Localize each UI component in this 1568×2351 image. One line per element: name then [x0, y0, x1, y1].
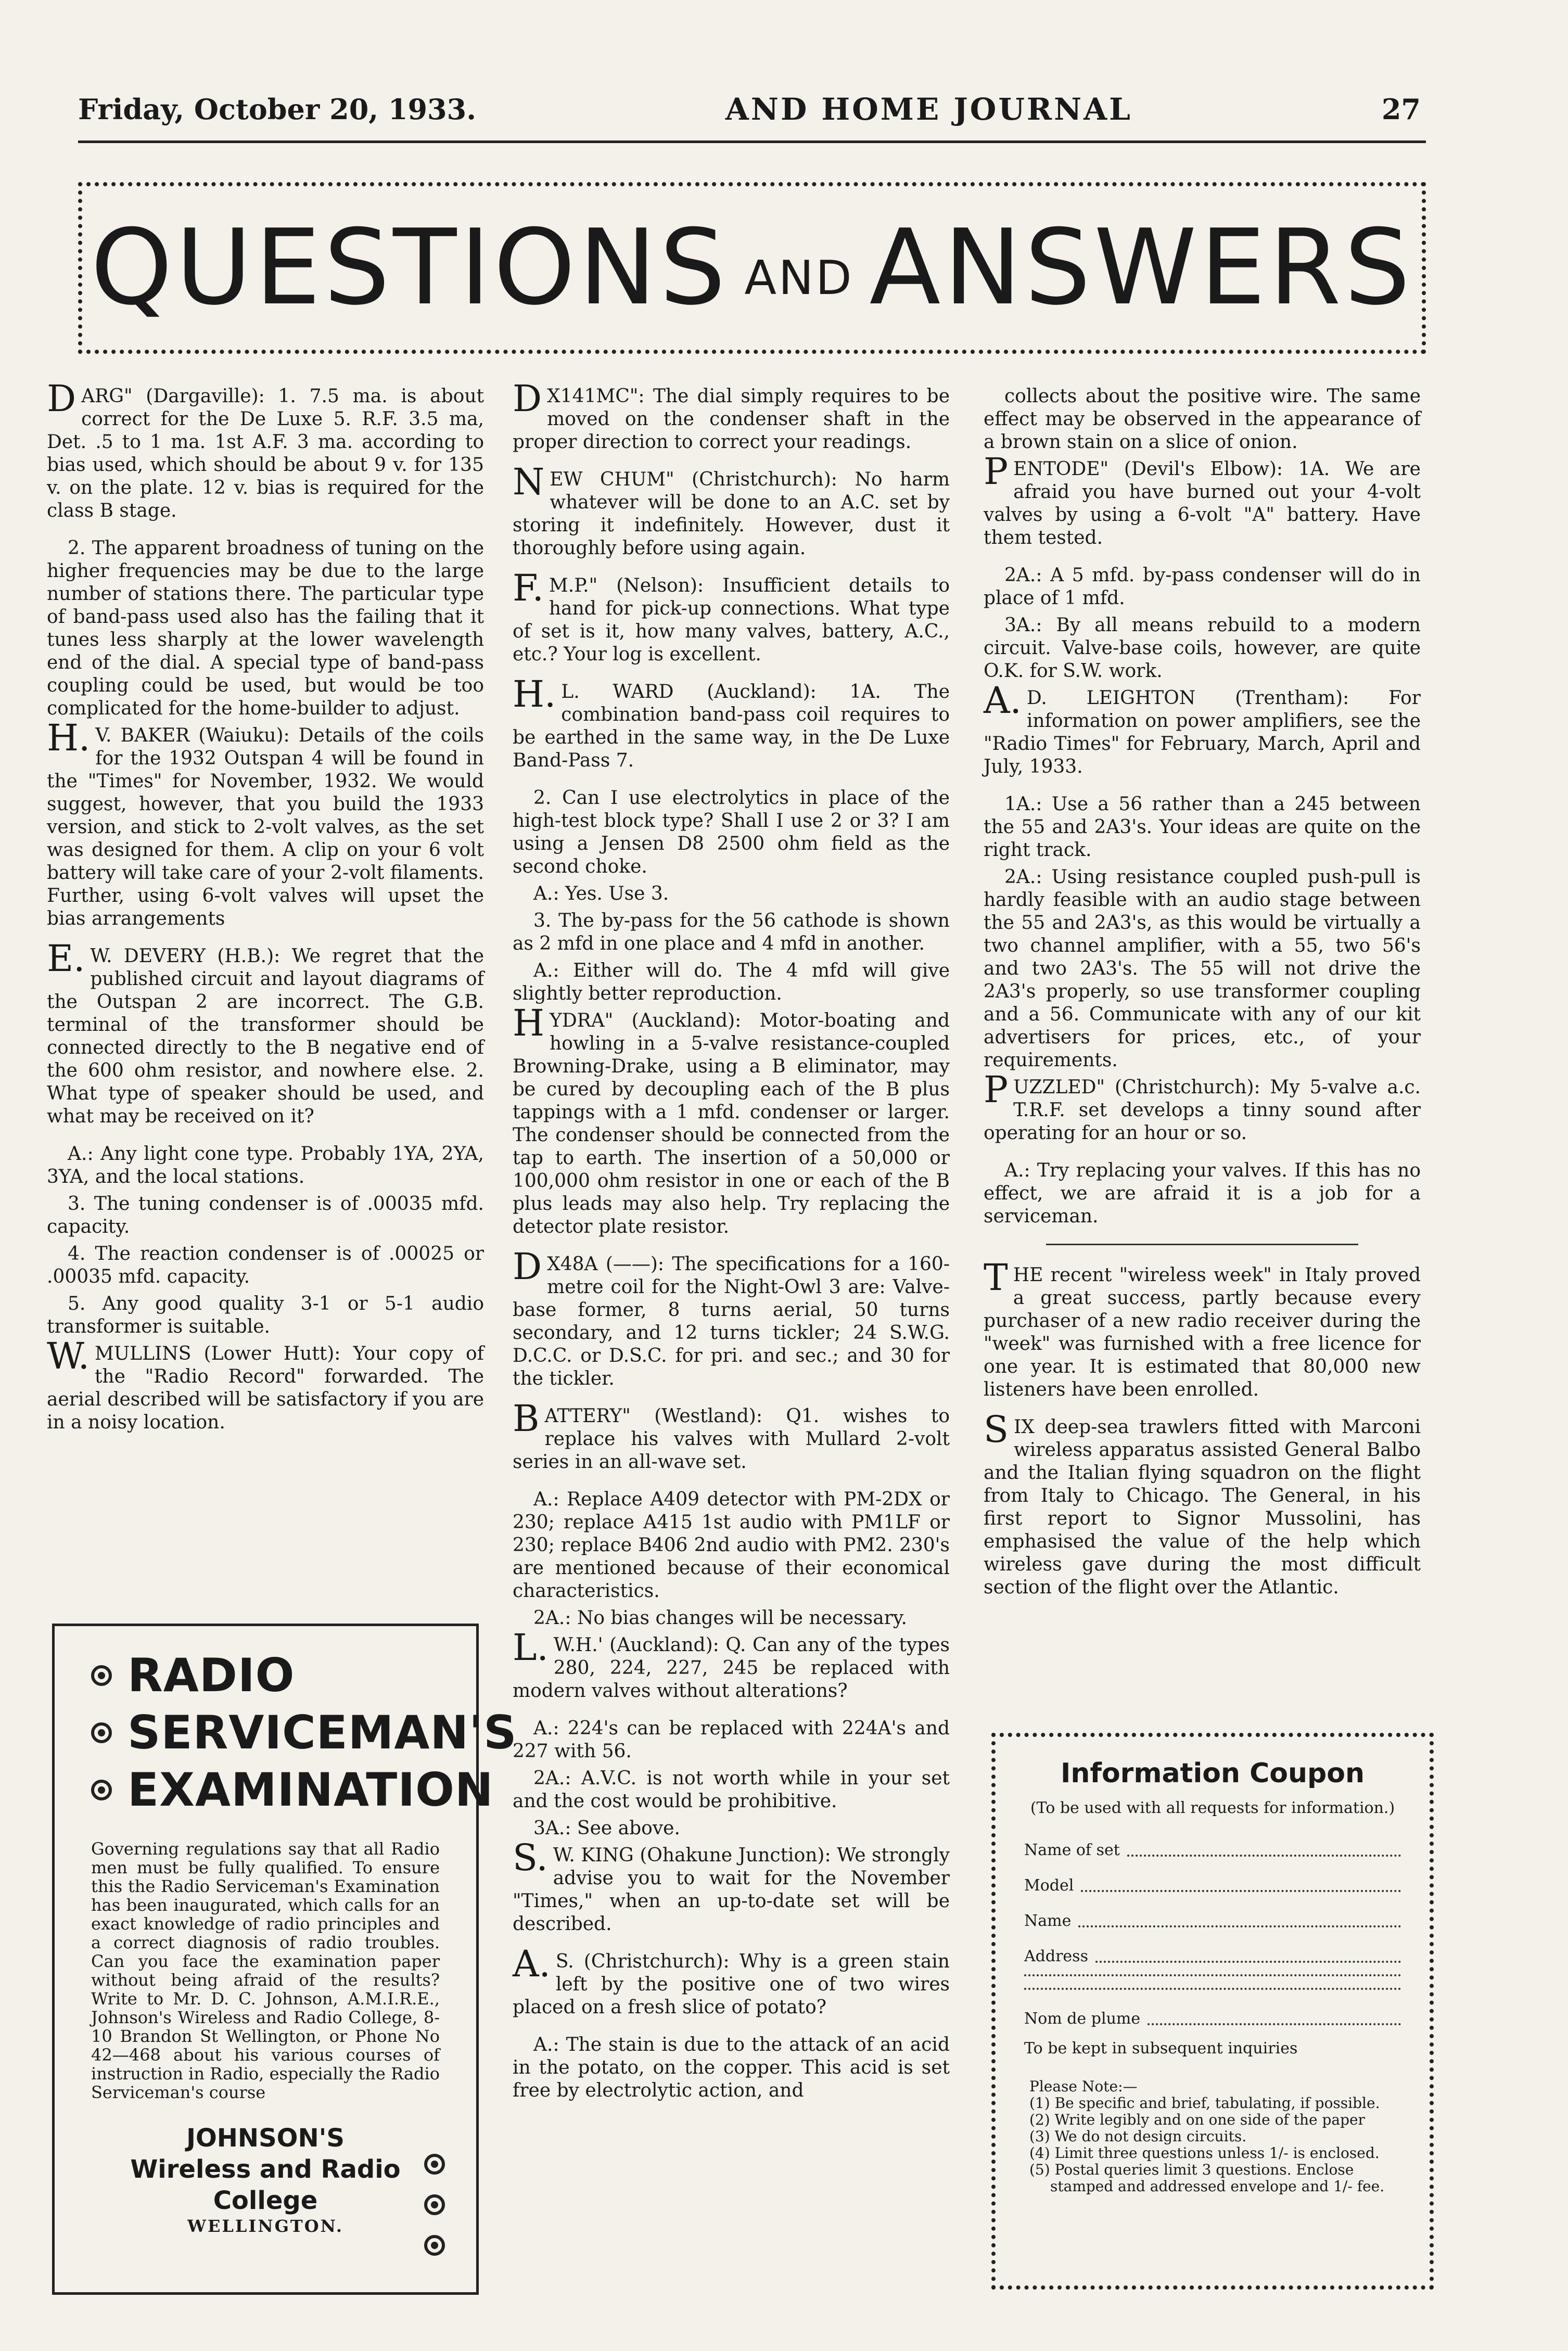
advert-headline-3: EXAMINATION — [128, 1763, 494, 1817]
qa-text: 3A.: By all means rebuild to a modern circuit. Valve-base coils, however, are quite O.K. for S.W. work. — [984, 615, 1421, 682]
qa-paragraph — [513, 673, 950, 772]
drop-cap: S. — [513, 1836, 548, 1879]
qa-paragraph — [984, 450, 1421, 550]
column-2 — [513, 377, 950, 2106]
qa-text: MULLINS (Lower Hutt): Your copy of the "Radio Record" forwarded. The aerial described will be satisfactory if you are in a noisy location. — [47, 1343, 484, 1433]
qa-text: A.: Try replacing your valves. If this has no effect, we are afraid it is a job for a serviceman. — [984, 1160, 1421, 1227]
qa-text: YDRA" (Auckland): Motor-boating and howling in a 5-valve resistance-coupled Browning-Drake, using a B eliminator, may be cured by decoupling each of the B plus tappings with a 1 mfd. condenser or larger. The condenser should be connected from the tap to earth. The insertion of a 50,000 or 100,000 ohm resistor in one or each of the B plus leads may also help. Try replacing the detector plate resistor. — [513, 1010, 950, 1237]
qa-paragraph — [984, 679, 1421, 778]
qa-text: 2. The apparent broadness of tuning on the higher frequencies may be due to the large number of stations there. The particular type of band-pass used also has the failing that it tunes less sharply at the lower wavelength end of the dial. A special type of band-pass coupling could be used, but would be too complicated for the home-builder to adjust. — [47, 538, 484, 719]
qa-text: collects about the positive wire. The same effect may be observed in the appearance of a brown stain on a slice of onion. — [984, 386, 1421, 453]
coupon-field-set[interactable]: Name of set — [1024, 1833, 1401, 1868]
issue-date: Friday, October 20, 1933. — [78, 93, 476, 126]
drop-cap: W. — [47, 1335, 90, 1377]
qa-text: 2. Can I use electrolytics in place of the high-test block type? Shall I use 2 or 3? I am using a Jensen D8 2500 ohm field as the second choke. — [513, 787, 950, 877]
advert-headline-2: SERVICEMAN'S — [128, 1706, 517, 1759]
bullet-icon — [424, 2154, 445, 2175]
drop-cap: T — [984, 1256, 1008, 1299]
coupon-field-address-3[interactable] — [1024, 1988, 1401, 2001]
qa-text: A.: Yes. Use 3. — [533, 883, 669, 904]
qa-paragraph — [513, 787, 950, 878]
qa-text: M.P." (Nelson): Insufficient details to hand for pick-up connections. What type of set is it, how many valves, battery, A.C., etc.? Your log is excellent. — [513, 575, 950, 665]
qa-paragraph — [513, 1626, 950, 1703]
qa-paragraph — [47, 377, 484, 522]
drop-cap: D — [513, 377, 542, 420]
column-3 — [984, 385, 1421, 1614]
qa-paragraph — [513, 2034, 950, 2102]
qa-text: X48A (——): The specifications for a 160-metre coil for the Night-Owl 3 are: Valve-base former, 8 turns aerial, 50 turns secondary, and 12 turns tickler; 24 S.W.G. D.C.C. or D.S.C. for pri. and sec.; and 30 for the tickler. — [513, 1254, 950, 1389]
qa-paragraph — [984, 1068, 1421, 1145]
qa-text: A.: Either will do. The 4 mfd will give slightly better reproduction. — [513, 960, 950, 1004]
drop-cap: F. — [513, 567, 544, 609]
drop-cap: S — [984, 1408, 1009, 1451]
qa-text: W. DEVERY (H.B.): We regret that the published circuit and layout diagrams of the Outspan 2 are incorrect. The G.B. terminal of the transformer should be connected directly to the B negative end of the 600 ohm resistor, and nowhere else. 2. What type of speaker should be used, and what may be received on it? — [47, 945, 484, 1127]
qa-paragraph — [513, 883, 950, 905]
drop-cap: A. — [984, 679, 1022, 722]
coupon-title: Information Coupon — [1060, 1758, 1365, 1789]
journal-name: AND HOME JOURNAL — [725, 92, 1132, 127]
qa-paragraph — [513, 1607, 950, 1630]
column-1 — [47, 377, 484, 1449]
qa-text: 5. Any good quality 3-1 or 5-1 audio transformer is suitable. — [47, 1293, 484, 1337]
qa-paragraph — [47, 1335, 484, 1434]
bullet-icon — [91, 1780, 112, 1800]
qa-paragraph — [513, 960, 950, 1005]
qa-paragraph — [513, 1488, 950, 1603]
information-coupon — [991, 1733, 1434, 2290]
qa-text: HE recent "wireless week" in Italy proved a great success, partly because every purchaser of a new radio receiver during the "week" was furnished with a free licence for one year. It is estimated that 80,000 new listeners have been enrolled. — [984, 1264, 1421, 1400]
qa-text: A.: 224's can be replaced with 224A's and 227 with 56. — [513, 1718, 950, 1762]
coupon-field-address[interactable]: Address — [1024, 1939, 1401, 1974]
qa-paragraph — [513, 910, 950, 955]
drop-cap: A. — [513, 1943, 551, 1985]
college-city: WELLINGTON. — [187, 2216, 343, 2236]
qa-text: ARG" (Dargaville): 1. 7.5 ma. is about correct for the De Luxe 5. R.F. 3.5 ma, Det. .5 to 1 ma. 1st A.F. 3 ma. according to bias used, which should be about 9 v. for 135 v. on the plate. 12 v. bias is required for the class B stage. — [47, 386, 484, 521]
qa-paragraph — [513, 1817, 950, 1840]
advert-body: Governing regulations say that all Radio men must be fully qualified. To ensure this the Radio Serviceman's Examination has been inaugurated, which calls for an exact knowledge of radio principles and a correct diagnosis of radio troubles. Can you face the examination paper without being afraid of the results? Write to Mr. D. C. Johnson, A.M.I.R.E., Johnson's Wireless and Radio College, 8-10 Brandon St Wellington, or Phone No 42—468 about his various courses of instruction in Radio, especially the Radio Serviceman's course — [91, 1839, 440, 2102]
qa-text: D. LEIGHTON (Trentham): For information on power amplifiers, see the "Radio Times" for February, March, April and July, 1933. — [984, 687, 1421, 777]
qa-text: 1A.: Use a 56 rather than a 245 between the 55 and 2A3's. Your ideas are quite on the right track. — [984, 794, 1421, 861]
header-rule — [78, 140, 1426, 143]
drop-cap: N — [513, 461, 545, 503]
coupon-subtitle: (To be used with all requests for information.) — [1030, 1799, 1395, 1817]
qa-paragraph — [513, 377, 950, 454]
qa-text: 2A.: A.V.C. is not worth while in your set and the cost would be prohibitive. — [513, 1768, 950, 1812]
qa-text: V. BAKER (Waiuku): Details of the coils for the 1932 Outspan 4 will be found in the "Times" for November, 1932. We would suggest, however, that you build the 1933 version, and stick to 2-volt valves, as the set was designed for them. A clip on your 6 volt battery will take care of your 2-volt filaments. Further, using 6-volt valves will upset the bias arrangements — [47, 725, 484, 929]
qa-paragraph — [513, 461, 950, 560]
page-number: 27 — [1381, 93, 1421, 126]
coupon-field-model[interactable]: Model — [1024, 1868, 1401, 1903]
qa-paragraph — [513, 1943, 950, 2019]
coupon-notes: Please Note:— (1) Be specific and brief, tabulating, if possible. (2) Write legibly and on one side of the paper (3) We do not design circuits. (4) Limit three questions unless 1/- is enclosed. (5) Postal queries limit 3 questions. Enclose stamped and addressed envelope and 1/- fee. — [1029, 2078, 1385, 2195]
drop-cap: H. — [47, 717, 91, 759]
qa-text: W.H.' (Auckland): Q. Can any of the types 280, 224, 227, 245 be replaced with modern valves without alterations? — [513, 1634, 950, 1702]
qa-paragraph — [984, 866, 1421, 1072]
qa-paragraph — [513, 1767, 950, 1813]
advert-headline-1: RADIO — [128, 1649, 295, 1702]
drop-cap: B — [513, 1397, 540, 1440]
coupon-field-name[interactable]: Name — [1024, 1903, 1401, 1939]
qa-text: 3A.: See above. — [533, 1818, 680, 1839]
qa-paragraph — [513, 1245, 950, 1390]
qa-paragraph — [513, 1717, 950, 1763]
qa-text: A.: The stain is due to the attack of an acid in the potato, on the copper. This acid is set free by electrolytic action, and — [513, 2034, 950, 2101]
qa-text: IX deep-sea trawlers fitted with Marconi wireless apparatus assisted General Balbo and the Italian flying squadron on the flight from Italy to Chicago. The General, in his first report to Signor Mussolini, has emphasised the value of the help which wireless gave during the most difficult section of the flight over the Atlantic. — [984, 1416, 1421, 1598]
bullet-icon — [91, 1665, 112, 1686]
qa-text: 3. The by-pass for the 56 cathode is shown as 2 mfd in one place and 4 mfd in another. — [513, 910, 950, 954]
qa-text: S. (Christchurch): Why is a green stain left by the positive one of two wires placed on a fresh slice of potato? — [513, 1951, 950, 2018]
drop-cap: H. — [513, 673, 556, 715]
qa-text: 2A.: Using resistance coupled push-pull is hardly feasible with an audio stage between the 55 and 2A3's, as this would be virtually a two channel amplifier, with a 55, two 56's and two 2A3's. The 55 will not drive the 2A3's properly, so use transformer coupling and a 56. Communicate with any of our kit advertisers for prices, etc., of your requirements. — [984, 866, 1421, 1071]
qa-paragraph — [513, 1397, 950, 1474]
qa-text: ENTODE" (Devil's Elbow): 1A. We are afraid you have burned out your 4-volt valves by using a 6-volt "A" battery. Have them tested. — [984, 458, 1421, 548]
qa-paragraph — [984, 385, 1421, 454]
qa-text: X141MC": The dial simply requires to be moved on the condenser shaft in the proper direction to correct your readings. — [513, 386, 950, 453]
bullet-icon — [424, 2235, 445, 2256]
qa-paragraph — [984, 1159, 1421, 1228]
qa-text: 2A.: A 5 mfd. by-pass condenser will do in place of 1 mfd. — [984, 565, 1421, 609]
qa-text: A.: Replace A409 detector with PM-2DX or 230; replace A415 1st audio with PM1LF or 230; replace B406 2nd audio with PM2. 230's are mentioned because of their economical characteristics. — [513, 1489, 950, 1602]
qa-paragraph — [47, 937, 484, 1128]
qa-paragraph — [47, 537, 484, 720]
qa-text: A.: Any light cone type. Probably 1YA, 2YA, 3YA, and the local stations. — [47, 1143, 484, 1187]
drop-cap: P — [984, 1068, 1009, 1111]
section-banner — [78, 182, 1426, 354]
coupon-field-nom-de-plume[interactable]: Nom de plume — [1024, 2001, 1401, 2037]
qa-text: W. KING (Ohakune Junction): We strongly advise you to wait for the November "Times," when an up-to-date set will be described. — [513, 1845, 950, 1935]
qa-text: EW CHUM" (Christchurch): No harm whatever will be done to an A.C. set by storing it indefinitely. However, dust it thoroughly before using again. — [513, 469, 950, 559]
drop-cap: P — [984, 450, 1009, 493]
qa-paragraph — [984, 1256, 1421, 1401]
qa-text: UZZLED" (Christchurch): My 5-valve a.c. T.R.F. set develops a tinny sound after operating for an hour or so. — [984, 1077, 1421, 1144]
qa-paragraph — [984, 793, 1421, 862]
qa-paragraph — [47, 1193, 484, 1238]
qa-paragraph — [513, 1002, 950, 1238]
qa-paragraph — [984, 614, 1421, 683]
bullet-icon — [424, 2194, 445, 2215]
coupon-field-address-2[interactable] — [1024, 1974, 1401, 1988]
college-name: JOHNSON'S Wireless and Radio College — [130, 2124, 401, 2215]
qa-text: L. WARD (Auckland): 1A. The combination band-pass coil requires to be earthed in the same way, in the De Luxe Band-Pass 7. — [513, 681, 950, 771]
qa-paragraph — [984, 1408, 1421, 1599]
qa-paragraph — [984, 564, 1421, 610]
drop-cap: D — [513, 1245, 542, 1288]
qa-paragraph — [47, 1143, 484, 1189]
qa-text: ATTERY" (Westland): Q1. wishes to replace his valves with Mullard 2-volt series in an all-wave set. — [513, 1406, 950, 1473]
coupon-kept-note: To be kept in subsequent inquiries — [1024, 2039, 1298, 2058]
drop-cap: E. — [47, 937, 85, 980]
qa-paragraph — [513, 1836, 950, 1936]
serviceman-exam-advert — [52, 1624, 517, 2295]
qa-text: 3. The tuning condenser is of .00035 mfd. capacity. — [47, 1193, 484, 1237]
drop-cap: H — [513, 1002, 545, 1044]
bullet-icon — [91, 1722, 112, 1743]
section-title: QUESTIONS AND ANSWERS — [91, 207, 1413, 328]
qa-paragraph — [47, 717, 484, 930]
drop-cap: L. — [513, 1626, 549, 1669]
qa-paragraph — [513, 567, 950, 666]
qa-paragraph — [47, 1293, 484, 1338]
drop-cap: D — [47, 377, 77, 420]
qa-text: 2A.: No bias changes will be necessary. — [533, 1607, 907, 1629]
page-header — [78, 86, 1421, 133]
column-divider — [1046, 1244, 1358, 1245]
qa-paragraph — [47, 1243, 484, 1288]
qa-text: 4. The reaction condenser is of .00025 or .00035 mfd. capacity. — [47, 1243, 484, 1287]
